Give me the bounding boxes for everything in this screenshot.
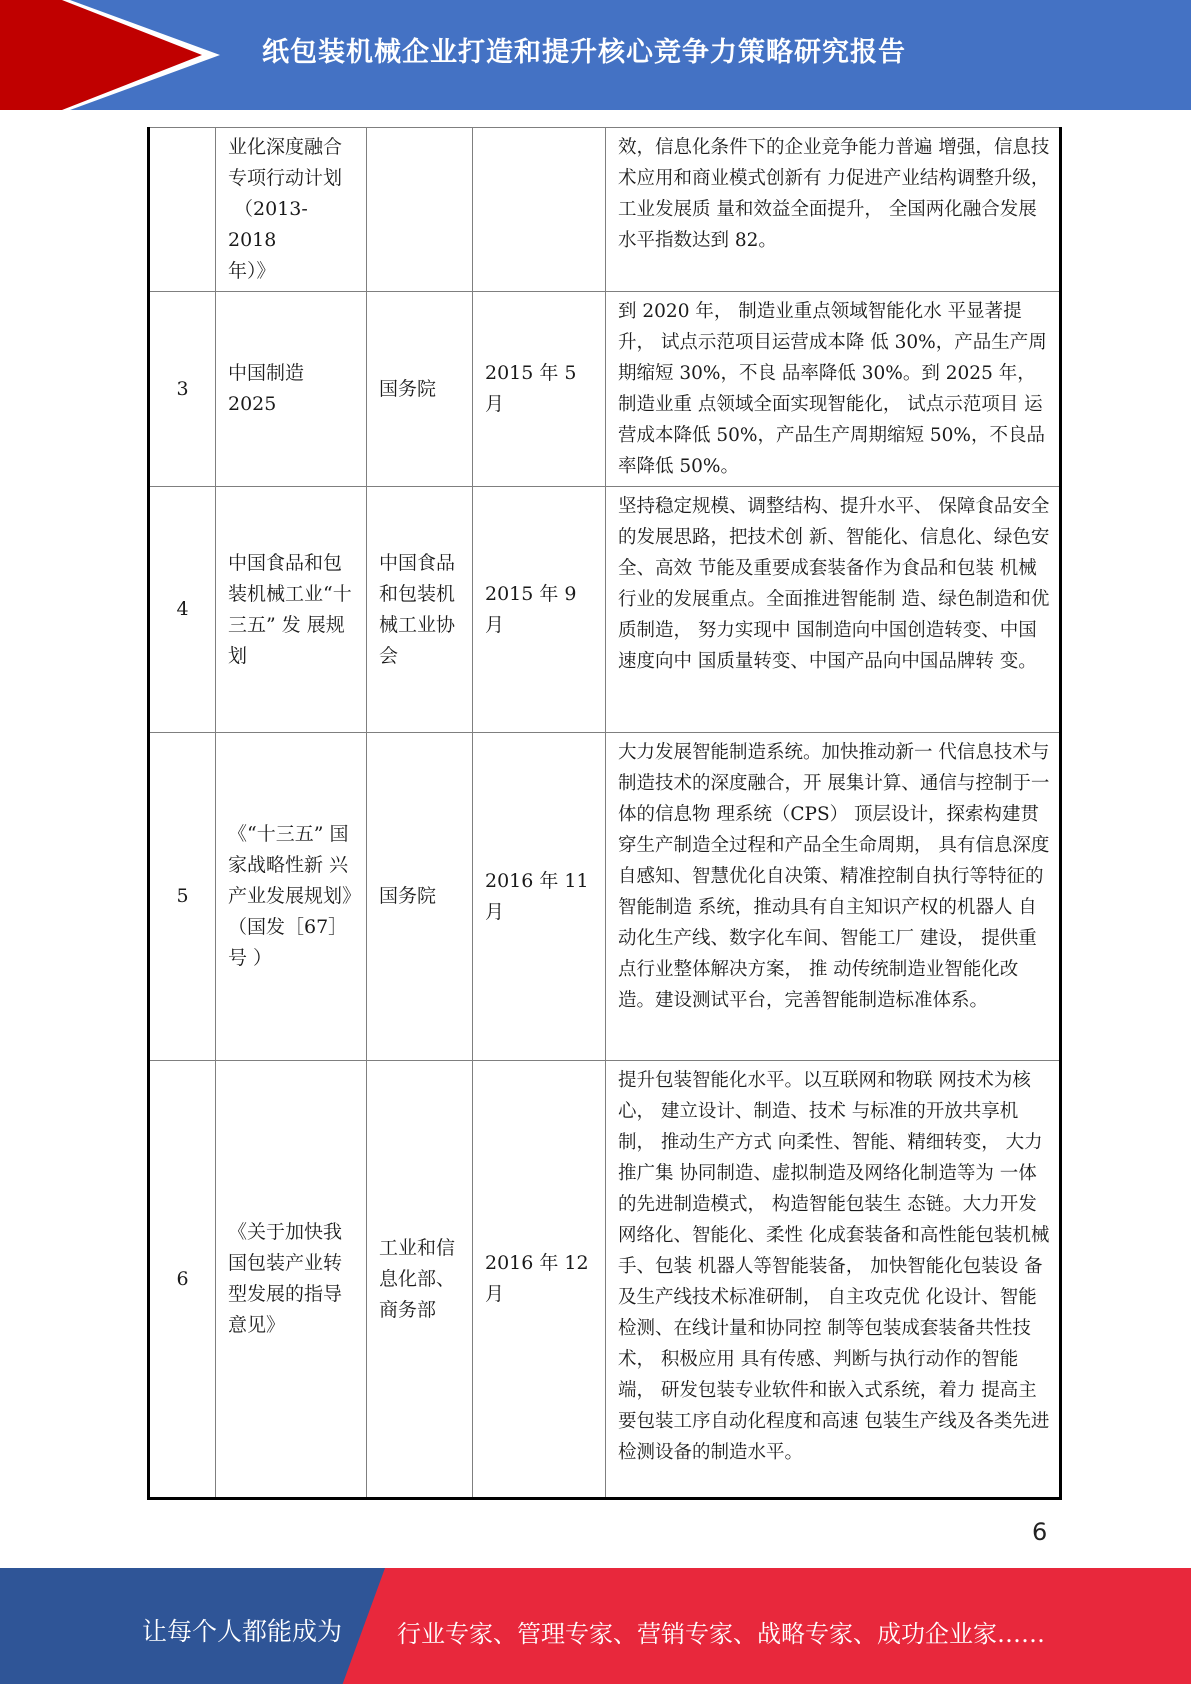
issuing-body: 工业和信 息化部、 商务部 [367, 1061, 473, 1499]
policy-name: 业化深度融合 专项行动计划 （2013-2018 年）》 [216, 128, 367, 292]
table-row [149, 1061, 1061, 1499]
policy-description: 到 2020 年， 制造业重点领域智能化水 平显著提升， 试点示范项目运营成本降 低 30%，产品生产周期缩短 30%，不良 品率降低 30%。到 2025 年， 制造业重 点领域全面实现智能化， 试点示范项目 运营成本降低 50%，产品生产周期缩短 50%，不良品率降低 50%。 [606, 292, 1061, 487]
header-red-band [0, 0, 62, 110]
issuing-body: 中国食品和包装机械工业协会 [367, 487, 473, 733]
policy-description: 大力发展智能制造系统。加快推动新一 代信息技术与制造技术的深度融合，开 展集计算、通信与控制于一体的信息物 理系统（CPS） 顶层设计，探索构建贯 穿生产制造全过程和产品全生命周期， 具有信息深度自感知、智慧优化自决策、精准控制自执行等特征的智能制造 系统，推动具有自主知识产权的机器人 自动化生产线、数字化车间、智能工厂 建设， 提供重点行业整体解决方案， 推 动传统制造业智能化改造。建设测试平台，完善智能制造标准体系。 [606, 733, 1061, 1061]
table-row [149, 292, 1061, 487]
issuing-body [367, 128, 473, 292]
issue-date: 2015 年 9 月 [473, 487, 606, 733]
policy-description: 坚持稳定规模、调整结构、提升水平、 保障食品安全的发展思路，把技术创 新、智能化、信息化、绿色安全、高效 节能及重要成套装备作为食品和包装 机械行业的发展重点。全面推进智能制 造、绿色制造和优质制造， 努力实现中 国制造向中国创造转变、中国速度向中 国质量转变、中国产品向中国品牌转 变。 [606, 487, 1061, 733]
footer-slogan-right: 行业专家、管理专家、营销专家、战略专家、成功企业家…… [397, 1620, 1045, 1648]
table-row [149, 128, 1061, 292]
policy-name: 《关于加快我 国包装产业转 型发展的指导 意见》 [216, 1061, 367, 1499]
issuing-body: 国务院 [367, 292, 473, 487]
issue-date: 2016 年 12 月 [473, 1061, 606, 1499]
row-number: 3 [149, 292, 216, 487]
policy-description: 效，信息化条件下的企业竞争能力普遍 增强，信息技术应用和商业模式创新有 力促进产业结构调整升级， 工业发展质 量和效益全面提升， 全国两化融合发展 水平指数达到 82。 [606, 128, 1061, 292]
page-number: 6 [1032, 1518, 1048, 1546]
table-row [149, 487, 1061, 733]
policy-name: 中国食品和包装机械工业“十三五” 发 展规划 [216, 487, 367, 733]
policy-table [147, 127, 1062, 1500]
issue-date: 2016 年 11 月 [473, 733, 606, 1061]
policy-description: 提升包装智能化水平。以互联网和物联 网技术为核心， 建立设计、制造、技术 与标准的开放共享机制， 推动生产方式 向柔性、智能、精细转变， 大力推广集 协同制造、虚拟制造及网络化制造等为 一体的先进制造模式， 构造智能包装生 态链。大力开发网络化、智能化、柔性 化成套装备和高性能包装机械手、包装 机器人等智能装备， 加快智能化包装设 备及生产线技术标准研制， 自主攻克优 化设计、智能检测、在线计量和协同控 制等包装成套装备共性技术， 积极应用 具有传感、判断与执行动作的智能端， 研发包装专业软件和嵌入式系统，着力 提高主要包装工序自动化程度和高速 包装生产线及各类先进检测设备的制造水平。 [606, 1061, 1061, 1499]
page-title: 纸包装机械企业打造和提升核心竞争力策略研究报告 [262, 37, 906, 68]
issue-date: 2015 年 5 月 [473, 292, 606, 487]
row-number [149, 128, 216, 292]
policy-name: 《“十三五” 国家战略性新 兴产业发展规划》（国发［67］号 ） [216, 733, 367, 1061]
table-row [149, 733, 1061, 1061]
row-number: 5 [149, 733, 216, 1061]
footer-slogan-left: 让每个人都能成为 [142, 1617, 343, 1646]
issuing-body: 国务院 [367, 733, 473, 1061]
row-number: 6 [149, 1061, 216, 1499]
issue-date [473, 128, 606, 292]
header-red-arrow [62, 0, 202, 110]
policy-name: 中国制造 2025 [216, 292, 367, 487]
row-number: 4 [149, 487, 216, 733]
page-header [0, 0, 1191, 110]
